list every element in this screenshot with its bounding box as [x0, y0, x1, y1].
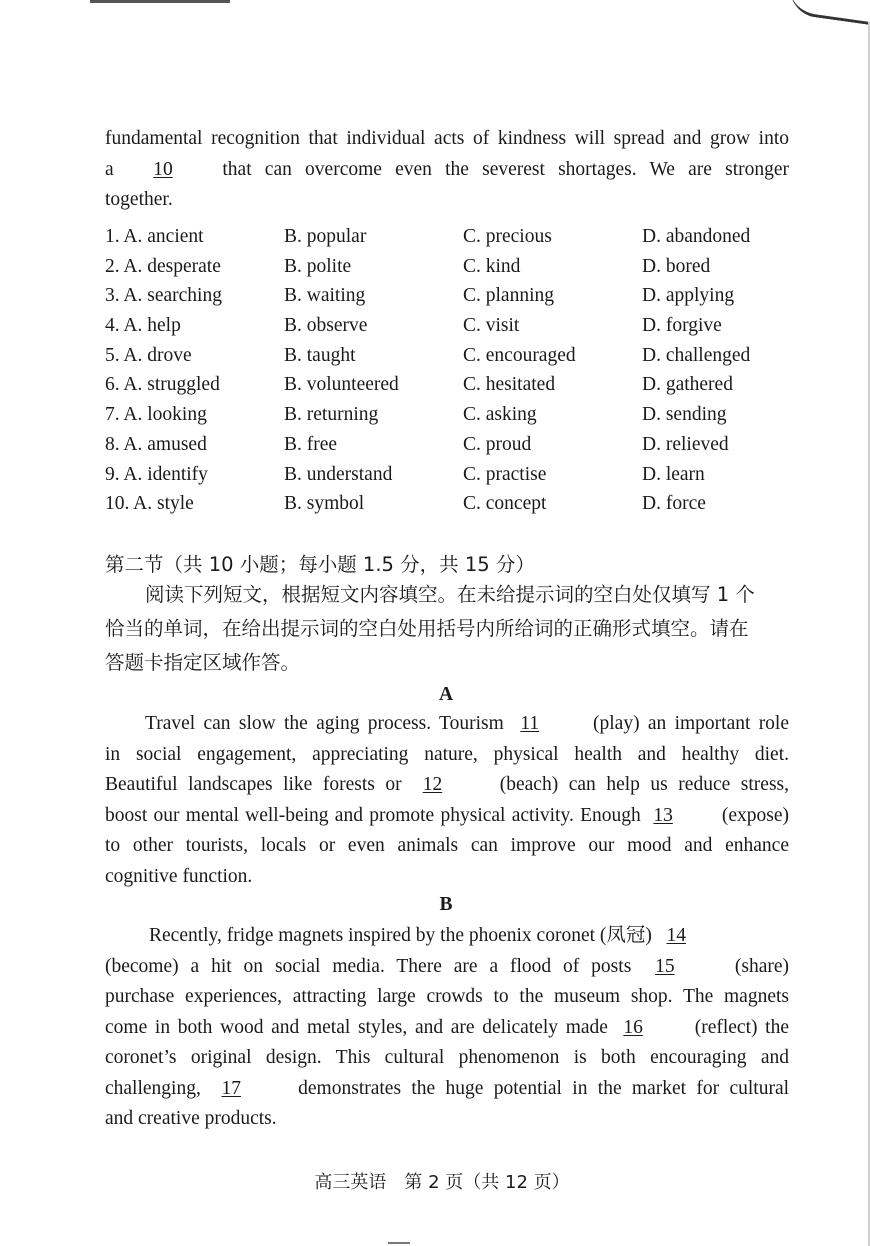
instructions-line: 阅读下列短文，根据短文内容填空。在未给提示词的空白处仅填写 1 个	[145, 583, 755, 606]
option-b: B. polite	[284, 255, 352, 277]
option-row	[105, 400, 805, 430]
option-c: C. planning	[463, 285, 554, 307]
passage-line: and creative products.	[105, 1108, 277, 1129]
passage-line: boost our mental well-being and promote physical activity. Enough 13 (expose)	[105, 801, 789, 832]
blank-11: 11	[520, 713, 540, 734]
passage-line: in social engagement, appreciating nature, physical health and healthy diet.	[105, 743, 789, 765]
option-d: D. relieved	[642, 433, 729, 455]
option-row	[105, 489, 805, 519]
passage-line: to other tourists, locals or even animals can improve our mood and enhance	[105, 835, 789, 856]
passage-b	[105, 921, 789, 1135]
option-a: 7. A. looking	[105, 404, 207, 426]
blank-17: 17	[221, 1077, 241, 1099]
option-row	[105, 311, 805, 341]
option-d: D. applying	[642, 285, 735, 307]
passage-line: Recently, fridge magnets inspired by the phoenix coronet (凤冠) 14	[105, 921, 789, 952]
cloze-options	[105, 222, 805, 519]
option-row	[105, 252, 805, 282]
option-d: D. sending	[642, 404, 727, 426]
section-heading: 第二节（共 10 小题；每小题 1.5 分，共 15 分）	[105, 553, 535, 576]
option-a: 5. A. drove	[105, 344, 192, 366]
passage-a	[105, 709, 789, 892]
option-d: D. abandoned	[642, 226, 751, 247]
option-d: D. gathered	[642, 374, 733, 396]
option-a: 2. A. desperate	[105, 255, 221, 277]
scan-artifact-bottom	[388, 1242, 410, 1244]
passage-b-label: B	[439, 894, 453, 915]
blank-10: 10	[153, 158, 173, 180]
scan-artifact-top	[90, 0, 230, 3]
cloze-passage-ending	[105, 124, 789, 216]
option-b: B. returning	[284, 404, 379, 426]
option-c: C. hesitated	[463, 374, 556, 396]
option-row	[105, 430, 805, 460]
passage-line: Beautiful landscapes like forests or 12 (beach) can help us reduce stress,	[105, 770, 789, 801]
option-c: C. encouraged	[463, 344, 576, 366]
option-a: 4. A. help	[105, 315, 181, 337]
blank-13: 13	[653, 804, 673, 826]
option-a: 9. A. identify	[105, 463, 208, 485]
option-a: 10. A. style	[105, 493, 194, 515]
option-c: C. asking	[463, 404, 537, 426]
option-d: D. forgive	[642, 315, 722, 337]
option-c: C. practise	[463, 463, 547, 485]
option-d: D. learn	[642, 463, 705, 485]
passage-line: fundamental recognition that individual acts of kindness will spread and grow into	[105, 128, 789, 149]
passage-line: coronet’s original design. This cultural phenomenon is both encouraging and	[105, 1047, 789, 1068]
passage-line: purchase experiences, attracting large crowds to the museum shop. The magnets	[105, 986, 789, 1007]
option-a: 3. A. searching	[105, 285, 222, 307]
passage-line: together.	[105, 189, 173, 210]
option-row	[105, 370, 805, 400]
option-b: B. popular	[284, 226, 367, 247]
blank-15: 15	[655, 955, 675, 977]
blank-14: 14	[666, 925, 687, 946]
passage-line: challenging, 17 demonstrates the huge potential in the market for cultural	[105, 1074, 789, 1105]
instructions-line: 恰当的单词，在给出提示词的空白处用括号内所给词的正确形式填空。请在	[105, 617, 749, 640]
option-row	[105, 460, 805, 490]
option-c: C. precious	[463, 226, 552, 247]
passage-line: come in both wood and metal styles, and are delicately made 16 (reflect) the	[105, 1013, 789, 1044]
blank-12: 12	[422, 774, 443, 795]
option-d: D. force	[642, 493, 706, 515]
passage-a-label: A	[438, 684, 454, 705]
page-footer: 高三英语 第 2 页（共 12 页）	[314, 1172, 570, 1193]
option-c: C. kind	[463, 255, 521, 277]
option-row	[105, 281, 805, 311]
option-a: 8. A. amused	[105, 433, 207, 455]
option-b: B. observe	[284, 315, 368, 337]
option-c: C. proud	[463, 433, 532, 455]
blank-16: 16	[623, 1016, 643, 1038]
passage-line: cognitive function.	[105, 865, 253, 887]
option-b: B. free	[284, 433, 338, 455]
scan-artifact-corner	[790, 0, 870, 25]
option-b: B. waiting	[284, 285, 366, 307]
passage-line: (become) a hit on social media. There are a flood of posts 15 (share)	[105, 952, 789, 983]
passage-line: Travel can slow the aging process. Tourism 11 (play) an important role	[105, 709, 789, 740]
option-row	[105, 222, 805, 252]
option-c: C. visit	[463, 315, 520, 337]
option-a: 6. A. struggled	[105, 374, 220, 396]
option-b: B. taught	[284, 344, 356, 366]
option-row	[105, 341, 805, 371]
instructions-line: 答题卡指定区域作答。	[105, 651, 301, 674]
option-a: 1. A. ancient	[105, 226, 204, 247]
option-b: B. understand	[284, 463, 393, 485]
option-d: D. challenged	[642, 344, 751, 366]
option-c: C. concept	[463, 493, 547, 515]
option-b: B. volunteered	[284, 374, 399, 396]
option-b: B. symbol	[284, 493, 365, 515]
option-d: D. bored	[642, 255, 711, 277]
passage-line: a 10 that can overcome even the severest shortages. We are stronger	[105, 155, 789, 186]
